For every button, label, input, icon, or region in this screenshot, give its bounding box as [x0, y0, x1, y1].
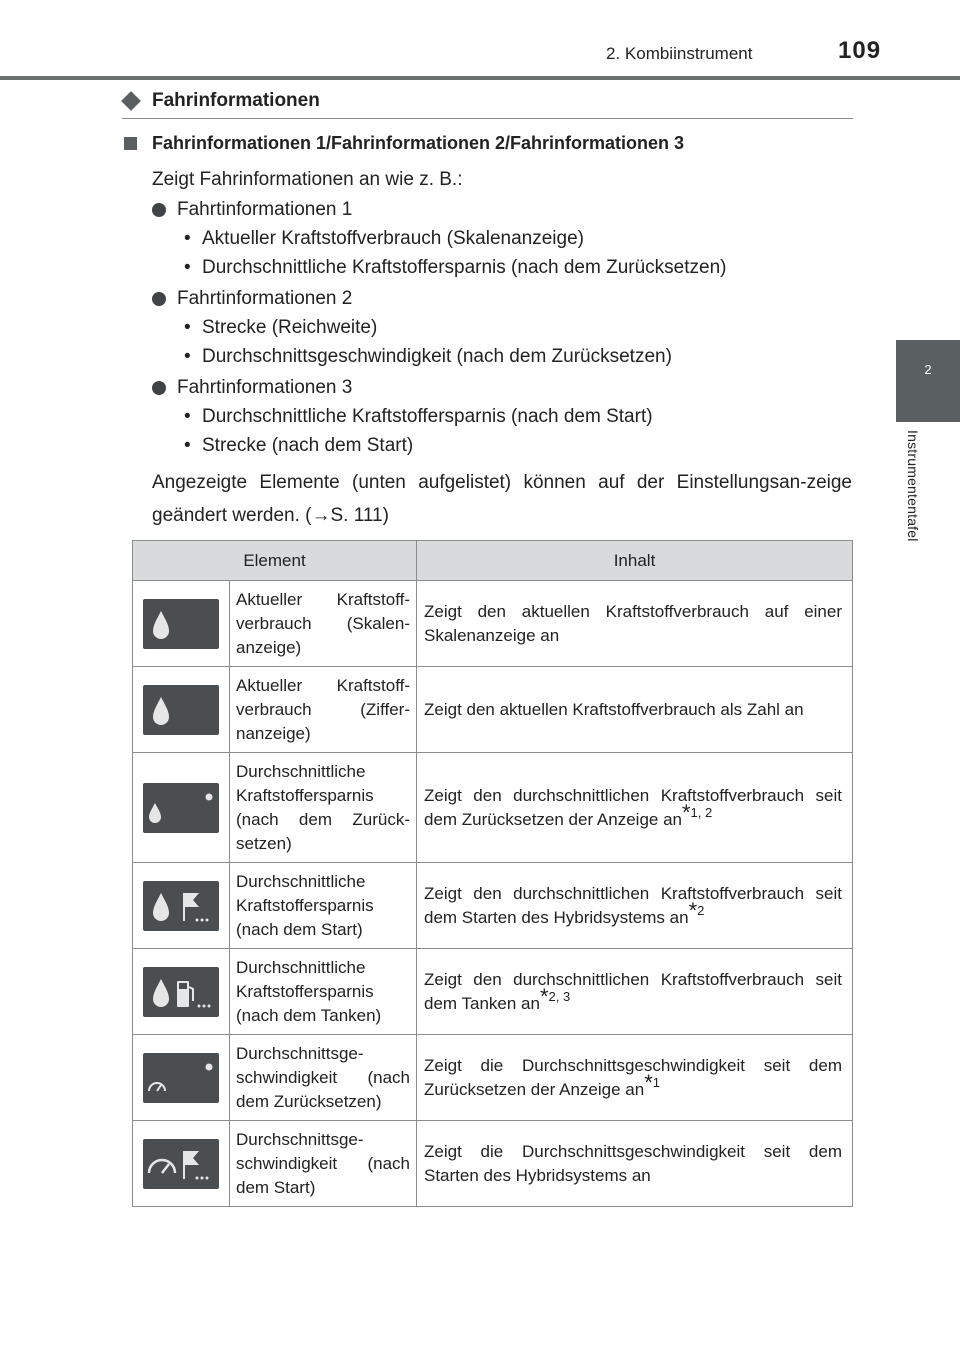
- element-label: Durchschnittsge-schwindigkeit (nach dem Start): [230, 1121, 417, 1207]
- closing-text: Angezeigte Elemente (unten aufgelistet) können auf der Einstellungsan-zeige geändert werden. (→S. 111): [152, 472, 852, 526]
- table-row: [133, 1121, 853, 1207]
- subsection-title-text: Fahrinformationen 1/Fahrinformationen 2/Fahrinformationen 3: [152, 133, 685, 153]
- chapter-title: 2. Kombiinstrument: [606, 44, 753, 63]
- footnote-star: *: [681, 799, 691, 825]
- page-reference-link[interactable]: S. 111): [330, 505, 389, 526]
- content-text: Zeigt den durchschnittlichen Kraftstoffverbrauch seit dem Tanken an$^{*2, 3}$: [417, 949, 853, 1035]
- section-rule: [122, 118, 853, 119]
- diamond-icon: [121, 91, 141, 111]
- list-item: • Durchschnittliche Kraftstoffersparnis (nach dem Start): [184, 406, 653, 427]
- group-title: Fahrtinformationen 2: [177, 288, 353, 309]
- list-item: • Aktueller Kraftstoffverbrauch (Skalenanzeige): [184, 228, 584, 249]
- fuel-drop-icon: [143, 599, 219, 649]
- fuel-drop-flag-icon: [143, 881, 219, 931]
- page-number: 109: [838, 37, 882, 64]
- element-label: Durchschnittsge-schwindigkeit (nach dem Zurücksetzen): [230, 1035, 417, 1121]
- list-item: • Strecke (Reichweite): [184, 317, 378, 338]
- footnote-ref: 1: [652, 1074, 660, 1090]
- speedometer-flag-icon: [143, 1139, 219, 1189]
- table-header: [133, 541, 853, 581]
- content-text: Zeigt den aktuellen Kraftstoffverbrauch auf einer Skalenanzeige an: [417, 581, 853, 667]
- table-row: [133, 753, 853, 863]
- content-text: Zeigt die Durchschnittsgeschwindigkeit seit dem Starten des Hybridsystems an: [417, 1121, 853, 1207]
- chapter-tab-label: Instrumententafel: [905, 430, 921, 542]
- fuel-drop-reset-icon: [143, 783, 219, 833]
- footnote-star: *: [644, 1069, 653, 1095]
- content-text: Zeigt den aktuellen Kraftstoffverbrauch als Zahl an: [417, 667, 853, 753]
- group-1: [152, 199, 352, 221]
- section-title-text: Fahrinformationen: [152, 90, 320, 111]
- element-label: Durchschnittliche Kraftstoffersparnis (nach dem Tanken): [230, 949, 417, 1035]
- element-label: Aktueller Kraftstoff-verbrauch (Skalen-anzeige): [230, 581, 417, 667]
- table-row: [133, 863, 853, 949]
- chapter-tab-number: 2: [924, 362, 932, 377]
- table-row: [133, 949, 853, 1035]
- footnote-star: *: [688, 897, 698, 923]
- list-item: • Durchschnittliche Kraftstoffersparnis (nach dem Zurücksetzen): [184, 257, 727, 278]
- info-table: [132, 540, 853, 1207]
- chapter-tab-label-wrap: [905, 430, 929, 580]
- intro-text: Zeigt Fahrinformationen an wie z. B.:: [152, 169, 463, 190]
- table-row: [133, 667, 853, 753]
- group-2: [152, 288, 352, 310]
- group-3: [152, 377, 352, 399]
- element-label: Durchschnittliche Kraftstoffersparnis (nach dem Start): [230, 863, 417, 949]
- bullet-dot-icon: [152, 292, 166, 306]
- group-title: Fahrtinformationen 3: [177, 377, 353, 398]
- fuel-drop-icon: [143, 685, 219, 735]
- group-title: Fahrtinformationen 1: [177, 199, 353, 220]
- table-row: [133, 1035, 853, 1121]
- list-item: • Strecke (nach dem Start): [184, 435, 414, 456]
- footnote-star: *: [539, 983, 549, 1009]
- section-title: [122, 90, 320, 112]
- footnote-ref: 1, 2: [690, 804, 713, 820]
- bullet-dot-icon: [152, 381, 166, 395]
- bullet-dot-icon: [152, 203, 166, 217]
- table-row: [133, 581, 853, 667]
- fuel-drop-pump-icon: [143, 967, 219, 1017]
- element-label: Aktueller Kraftstoff-verbrauch (Ziffer-nanzeige): [230, 667, 417, 753]
- element-label: Durchschnittliche Kraftstoffersparnis (nach dem Zurück-setzen): [230, 753, 417, 863]
- list-item: • Durchschnittsgeschwindigkeit (nach dem Zurücksetzen): [184, 346, 672, 367]
- header-content: Inhalt: [417, 541, 853, 581]
- content-text: Zeigt die Durchschnittsgeschwindigkeit seit dem Zurücksetzen der Anzeige an$^{*1}$: [417, 1035, 853, 1121]
- footnote-ref: 2: [697, 902, 705, 918]
- square-icon: [124, 137, 137, 150]
- speedometer-reset-icon: [143, 1053, 219, 1103]
- content-text: Zeigt den durchschnittlichen Kraftstoffverbrauch seit dem Zurücksetzen der Anzeige an$^{*1, 2}$: [417, 753, 853, 863]
- footnote-ref: 2, 3: [548, 988, 571, 1004]
- arrow-icon: →: [311, 505, 331, 526]
- header-rule: [0, 76, 960, 80]
- chapter-tab: [896, 340, 960, 422]
- subsection-title: [124, 133, 684, 154]
- content-text: Zeigt den durchschnittlichen Kraftstoffverbrauch seit dem Starten des Hybridsystems an$^{*2}$: [417, 863, 853, 949]
- header-element: Element: [133, 541, 417, 581]
